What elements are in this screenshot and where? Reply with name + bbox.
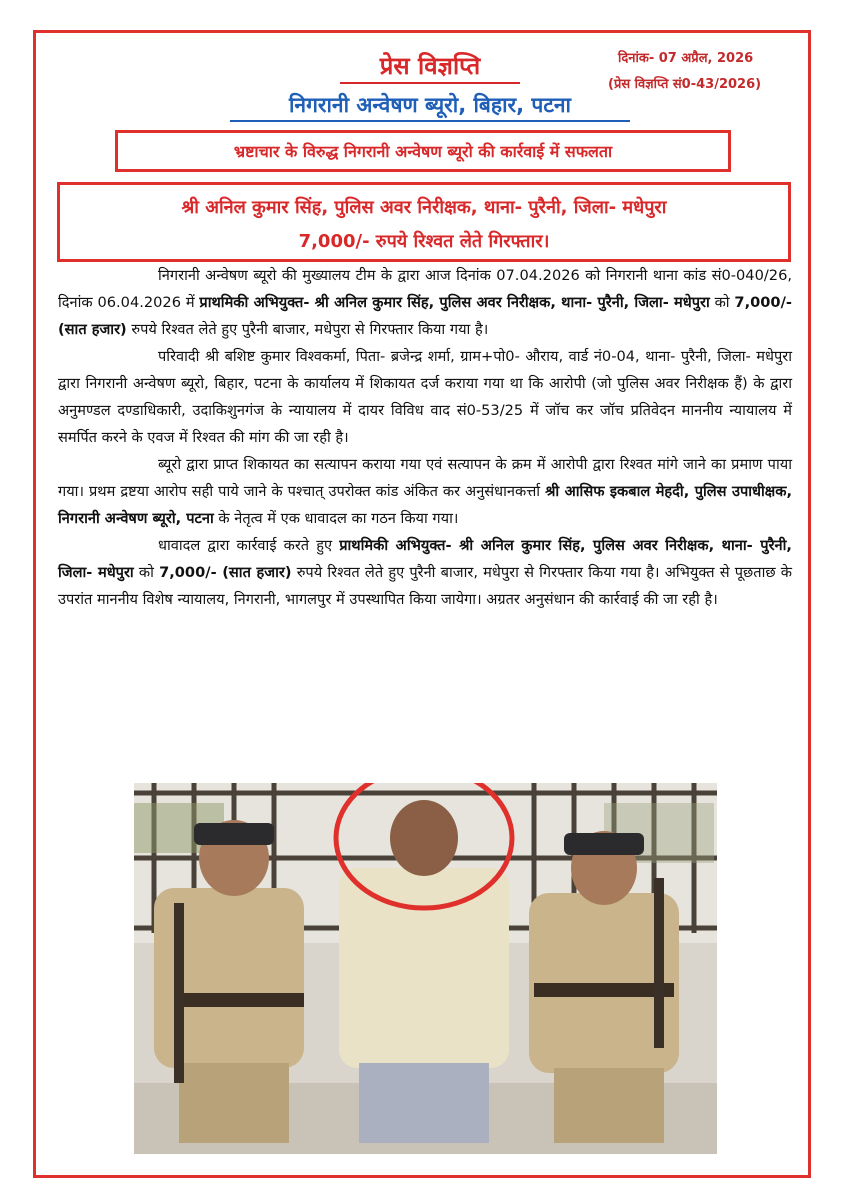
headline-box [115,130,731,172]
paragraph-2 [58,343,792,451]
p2-text: परिवादी श्री बशिष्ट कुमार विश्वकर्मा, पिता- ब्रजेन्द्र शर्मा, ग्राम+पो0- औराय, वार्ड नं0-04, थाना- पुरैनी, जिला- मधेपुरा द्वारा निगरानी अन्वेषण ब्यूरो, बिहार, पटना के कार्यालय में शिकायत दर्ज कराया गया था कि आरोपी (जो पुलिस अवर निरीक्षक हैं) के द्वारा अनुमण्डल दण्डाधिकारी, उदाकिशुनगंज के न्यायालय में दायर विविध वाद सं0-53/25 में जॉच कर जॉच प्रतिवेदन माननीय न्यायालय में समर्पित करने के एवज में रिश्वत की मांग की जा रही है। [58,348,792,446]
p3-officer: श्री आसिफ इकबाल मेहदी, पुलिस उपाधीक्षक, निगरानी अन्वेषण ब्यूरो, पटना [58,483,792,527]
p1-join: को [709,294,735,311]
arrest-photo [134,783,717,1154]
release-date: दिनांक- 07 अप्रैल, 2026 [618,51,754,66]
p4-text: धावादल द्वारा कार्रवाई करते हुए [158,537,340,554]
headline-text: भ्रष्टाचार के विरुद्ध निगरानी अन्वेषण ब्यूरो की कार्रवाई में सफलता [233,142,613,161]
p4-join: को [133,564,160,581]
paragraph-1 [58,262,792,343]
bureau-name: निगरानी अन्वेषण ब्यूरो, बिहार, पटना [230,90,630,122]
p4-amount: 7,000/- (सात हजार) [159,564,292,581]
paragraph-3 [58,451,792,532]
paragraph-4 [58,532,792,613]
accused-line-1: श्री अनिल कुमार सिंह, पुलिस अवर निरीक्षक, थाना- पुरैनी, जिला- मधेपुरा [181,197,667,218]
release-number: (प्रेस विज्ञप्ति सं0-43/2026) [608,77,762,92]
p1-amount: 7,000/- (सात हजार) [58,294,792,338]
accused-line-2: 7,000/- रुपये रिश्वत लेते गिरफ्तार। [298,231,550,252]
p1-accused: प्राथमिकी अभियुक्त- श्री अनिल कुमार सिंह, पुलिस अवर निरीक्षक, थाना- पुरैनी, जिला- मधेपुरा [199,294,710,311]
p3-text: ब्यूरो द्वारा प्राप्त शिकायत का सत्यापन कराया गया एवं सत्यापन के क्रम में आरोपी द्वारा रिश्वत मांगे जाने का प्रमाण पाया गया। प्रथम द्रष्टया आरोप सही पाये जाने के पश्चात् उपरोक्त कांड अंकित कर अनुसंधानकर्त्ता [58,456,792,500]
release-body [58,262,792,613]
p1-text: निगरानी अन्वेषण ब्यूरो की मुख्यालय टीम के द्वारा आज दिनांक 07.04.2026 को निगरानी थाना कांड सं0-040/26, दिनांक 06.04.2026 में [58,267,792,311]
p3-rest: के नेतृत्व में एक धावादल का गठन किया गया। [213,510,459,527]
press-release-title: प्रेस विज्ञप्ति [340,50,520,84]
p4-accused: प्राथमिकी अभियुक्त- श्री अनिल कुमार सिंह, पुलिस अवर निरीक्षक, थाना- पुरैनी, जिला- मधेपुरा [58,537,792,581]
p1-rest: रुपये रिश्वत लेते हुए पुरैनी बाजार, मधेपुरा से गिरफ्तार किया गया है। [126,321,489,338]
p4-rest: रुपये रिश्वत लेते हुए पुरैनी बाजार, मधेपुरा से गिरफ्तार किया गया है। अभियुक्त से पूछताछ के उपरांत माननीय विशेष न्यायालय, निगरानी, भागलपुर में उपस्थापित किया जायेगा। अग्रतर अनुसंधान की कार्रवाई की जा रही है। [58,564,792,608]
accused-box [57,182,791,262]
